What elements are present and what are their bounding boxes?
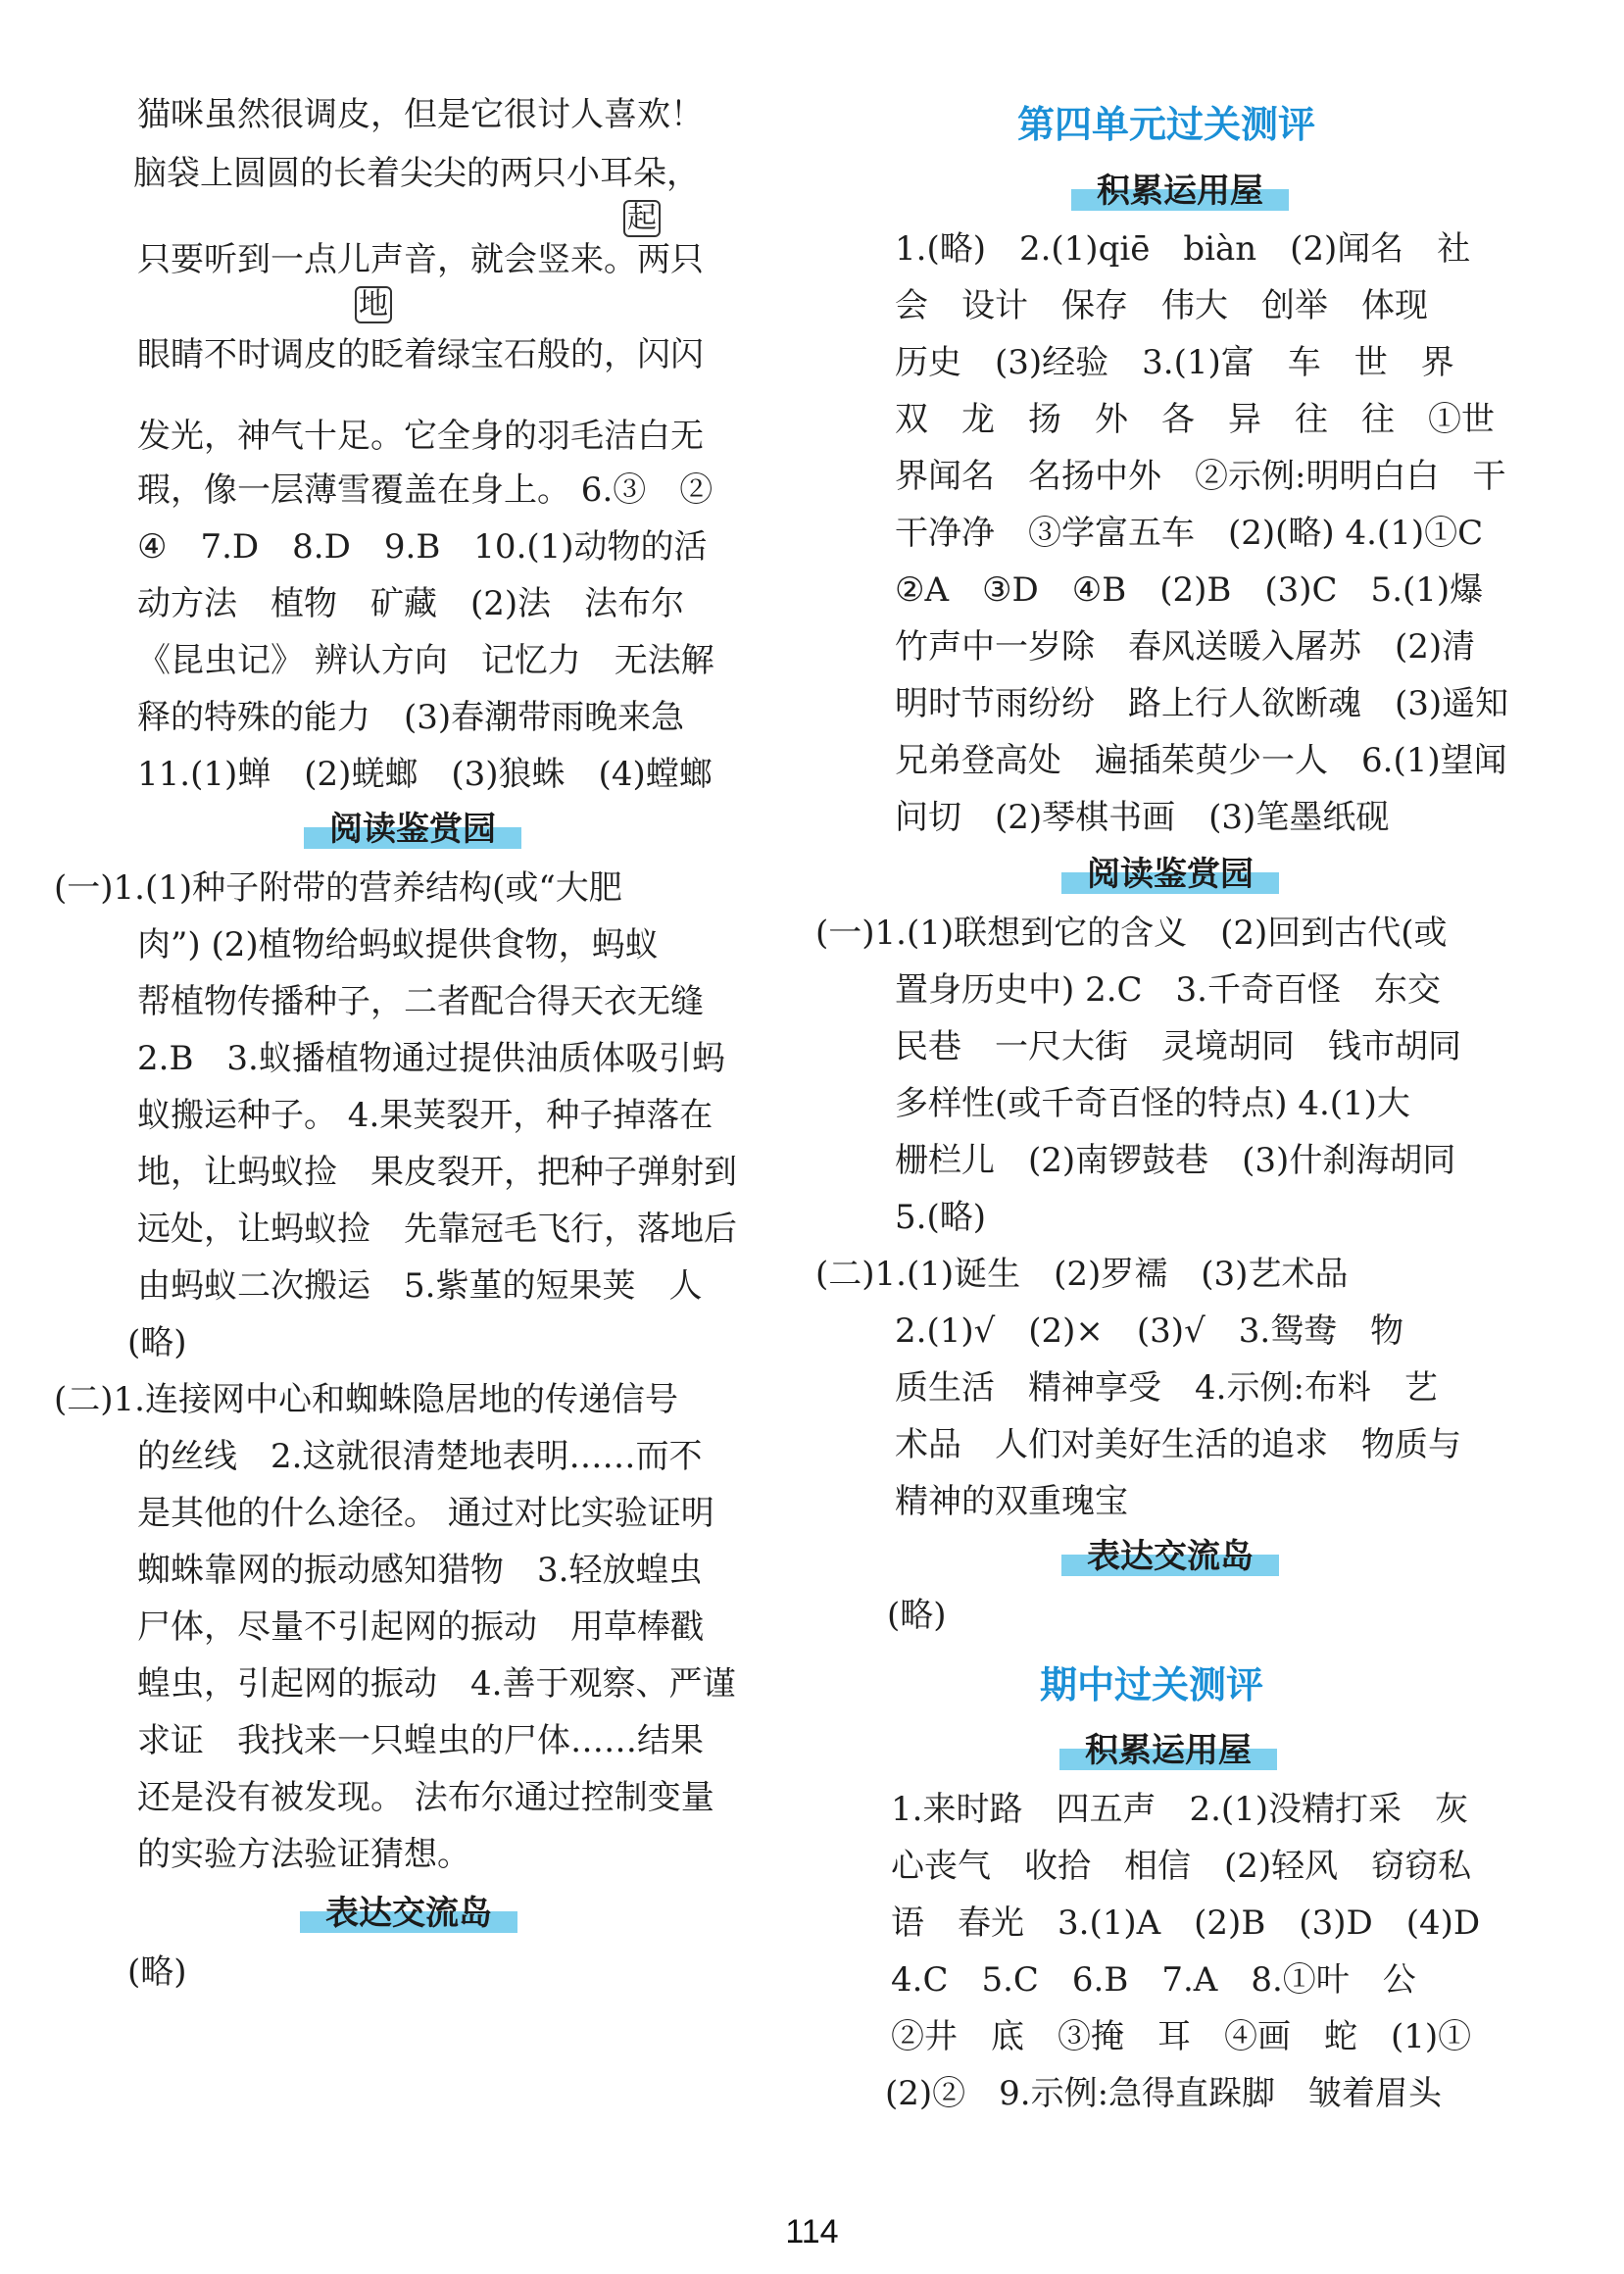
text-line: 质生活 精神享受 4.示例:布料 艺 [895,1368,1438,1408]
text-line: 心丧气 收拾 相信 (2)轻风 窃窃私 [891,1847,1472,1886]
text-line: 肉”) (2)植物给蚂蚁提供食物，蚂蚁 [137,925,659,964]
section-heading-text: 阅读鉴赏园 [1087,855,1254,894]
text-line: 问切 (2)琴棋书画 (3)笔墨纸砚 [895,798,1390,837]
section-heading-text: 阅读鉴赏园 [329,810,496,849]
text-line: 蜘蛛靠网的振动感知猎物 3.轻放蝗虫 [137,1551,703,1590]
text-line: 瑕，像一层薄雪覆盖在身上。 6.③ ② [137,470,714,510]
text-line: 的实验方法验证猜想。 [137,1835,470,1874]
text-line: 会 设计 保存 伟大 创举 体现 [895,286,1428,325]
section-heading-read [1061,853,1279,896]
section-heading-accum2 [1059,1729,1277,1772]
correction-note-di: 地 [355,286,392,323]
correction-note-qi: 起 [623,200,661,237]
text-line: 语 春光 3.(1)A (2)B (3)D (4)D [891,1903,1481,1943]
text-line: 的丝线 2.这就很清楚地表明……而不 [137,1437,703,1476]
text-line: (一)1.(1)联想到它的含义 (2)回到古代(或 [815,914,1448,953]
text-line: 帮植物传播种子，二者配合得天衣无缝 [137,982,704,1021]
text-line: 2.B 3.蚁播植物通过提供油质体吸引蚂 [137,1039,725,1078]
text-line: 1.来时路 四五声 2.(1)没精打采 灰 [891,1790,1469,1829]
text-line: 干净净 ③学富五车 (2)(略) 4.(1)①C [895,514,1484,553]
text-line: 1.(略) 2.(1)qiē biàn (2)闻名 社 [895,229,1471,269]
text-line: 双 龙 扬 外 各 异 往 往 ①世 [895,400,1495,439]
text-line: 远处，让蚂蚁捡 先靠冠毛飞行，落地后 [137,1210,737,1249]
text-line: 脑袋上圆圆的长着尖尖的两只小耳朵， [133,154,700,193]
section-heading-accum [1071,170,1289,213]
text-line: 蝗虫，引起网的振动 4.善于观察、严谨 [137,1664,736,1704]
text-line: (略) [127,1953,187,1992]
text-line: ④ 7.D 8.D 9.B 10.(1)动物的活 [137,527,708,567]
section-heading-text: 积累运用屋 [1085,1731,1252,1770]
text-line: 蚁搬运种子。 4.果荚裂开，种子掉落在 [137,1096,714,1135]
unit-title: 第四单元过关测评 [1016,103,1315,146]
text-line: 术品 人们对美好生活的追求 物质与 [895,1425,1461,1464]
text-line: (一)1.(1)种子附带的营养结构(或“大肥 [54,868,622,908]
text-line: 竹声中一岁除 春风送暖入屠苏 (2)清 [895,627,1476,667]
text-line: 由蚂蚁二次搬运 5.紫堇的短果荚 人 [137,1266,703,1306]
midterm-title: 期中过关测评 [1039,1663,1263,1706]
text-line: 猫咪虽然很调皮，但是它很讨人喜欢！ [137,95,704,134]
text-line: 历史 (3)经验 3.(1)富 车 世 界 [895,343,1454,382]
text-line: 地，让蚂蚁捡 果皮裂开，把种子弹射到 [137,1153,737,1192]
text-line: (2)② 9.示例:急得直跺脚 皱着眉头 [885,2074,1443,2113]
text-line: 4.C 5.C 6.B 7.A 8.①叶 公 [891,1960,1416,2000]
page-number: 114 [785,2213,839,2250]
text-line: 动方法 植物 矿藏 (2)法 法布尔 [137,584,685,623]
text-line: 尸体，尽量不引起网的振动 用草棒戳 [137,1607,704,1647]
text-line: (略) [127,1323,187,1362]
section-heading-text: 表达交流岛 [1087,1537,1254,1576]
section-heading-express [1061,1535,1279,1578]
text-line: 5.(略) [895,1198,986,1237]
text-line: 多样性(或千奇百怪的特点) 4.(1)大 [895,1084,1410,1123]
text-line: 置身历史中) 2.C 3.千奇百怪 东交 [895,970,1441,1010]
text-line: 是其他的什么途径。 通过对比实验证明 [137,1494,714,1533]
section-heading-text: 积累运用屋 [1097,172,1263,211]
text-line: 还是没有被发现。 法布尔通过控制变量 [137,1778,714,1817]
text-line: 界闻名 名扬中外 ②示例:明明白白 干 [895,457,1506,496]
text-line: (略) [887,1596,947,1635]
text-line: 释的特殊的能力 (3)春潮带雨晚来急 [137,698,685,737]
text-line: 11.(1)蝉 (2)蜣螂 (3)狼蛛 (4)螳螂 [137,755,713,794]
text-line: 精神的双重瑰宝 [895,1482,1128,1521]
section-heading-read [304,808,521,851]
text-line: (二)1.(1)诞生 (2)罗襦 (3)艺术品 [815,1255,1349,1294]
text-line: (二)1.连接网中心和蜘蛛隐居地的传递信号 [54,1380,678,1419]
text-line: 眼睛不时调皮的眨着绿宝石般的，闪闪 [137,335,704,374]
section-heading-express [300,1892,517,1935]
text-line: 只要听到一点儿声音，就会竖来。两只 [137,240,704,279]
text-line: 栅栏儿 (2)南锣鼓巷 (3)什刹海胡同 [895,1141,1456,1180]
text-line: 明时节雨纷纷 路上行人欲断魂 (3)遥知 [895,684,1509,723]
text-line: 2.(1)√ (2)× (3)√ 3.鸳鸯 物 [895,1311,1404,1351]
text-line: ②A ③D ④B (2)B (3)C 5.(1)爆 [895,570,1484,610]
text-line: 求证 我找来一只蝗虫的尸体……结果 [137,1721,704,1760]
text-line: ②井 底 ③掩 耳 ④画 蛇 (1)① [891,2017,1472,2056]
text-line: 发光，神气十足。它全身的羽毛洁白无 [137,417,704,456]
text-line: 民巷 一尺大街 灵境胡同 钱市胡同 [895,1027,1461,1066]
section-heading-text: 表达交流岛 [325,1894,492,1933]
text-line: 《昆虫记》 辨认方向 记忆力 无法解 [137,641,714,680]
text-line: 兄弟登高处 遍插茱萸少一人 6.(1)望闻 [895,741,1507,780]
